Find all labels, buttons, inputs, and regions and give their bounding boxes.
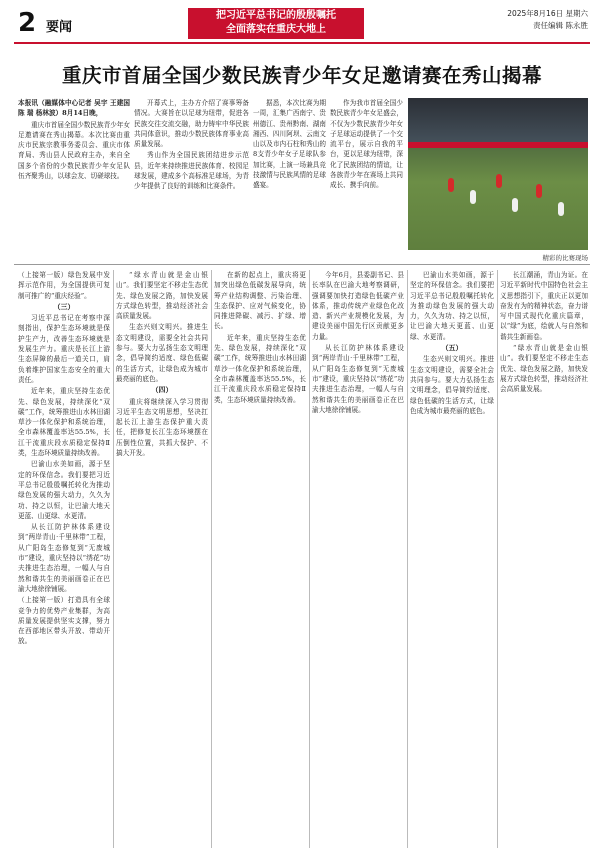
body-column-2	[116, 270, 208, 848]
body-paragraph: 从长江防护林体系建设到“两岸青山·千里林带”工程，从广阳岛生态修复到“无废城市”建设，重庆坚持以“绣花”功夫推进生态治理，一幅人与自然和谐共生的美丽画卷正在巴渝大地徐徐铺展。	[18, 523, 110, 593]
byline: 本报讯（融媒体中心记者 吴宇 王建国 陈 瑞 杨林波）8月14日晚，	[18, 99, 130, 118]
subhead: （三）	[53, 301, 75, 311]
body-paragraph: （上接第一版）绿色发展中发挥示范作用，为全国提供可复制可推广的“重庆经验”。	[18, 271, 110, 300]
body-column-4	[312, 270, 404, 848]
subhead: （五）	[441, 343, 463, 353]
page-header	[0, 0, 602, 44]
lead-column-1	[18, 98, 130, 258]
column-rule	[309, 270, 310, 848]
page-number: 2	[18, 8, 37, 38]
body-column-3	[214, 270, 306, 848]
player-figure	[470, 190, 476, 204]
header-rule	[14, 42, 590, 44]
photo-caption: 精彩的比赛现场	[542, 254, 588, 262]
slogan-line-2: 全面落实在重庆大地上	[226, 24, 326, 35]
body-paragraph: 巴渝山水美如画，源于坚定的环保信念。我们要把习近平总书记殷殷嘱托转化为推动绿色发展的强大动力，久久为功、持之以恒，让巴渝大地天更蓝、山更绿、水更清。	[410, 271, 494, 341]
body-paragraph: “绿水青山就是金山银山”。我们要坚定不移走生态优先、绿色发展之路，加快发展方式绿色转型，推动经济社会高质量发展。	[116, 271, 208, 321]
section-divider	[14, 264, 590, 265]
issue-date: 2025年8月16日 星期六	[507, 9, 588, 18]
body-paragraph: 重庆将继续深入学习贯彻习近平生态文明思想，坚决扛起长江上游生态保护重大责任，把修复长江生态环境摆在压倒性位置，共抓大保护、不搞大开发。	[116, 397, 208, 458]
body-paragraph: “绿水青山就是金山银山”。我们要坚定不移走生态优先、绿色发展之路，加快发展方式绿色转型，推动经济社会高质量发展。	[500, 344, 588, 394]
player-figure	[512, 198, 518, 212]
body-paragraph: 今年6月，县委副书记、县长率队在巴渝大地考察调研，强调要加快打造绿色低碳产业体系，推动传统产业绿色化改造、新兴产业规模化发展，为建设美丽中国先行区贡献更多力量。	[312, 271, 404, 341]
lead-paragraph: 作为我市首届全国少数民族青少年女足盛会，不仅为少数民族青少年女子足球运动提供了一个交流平台，展示自我的平台，更以足球为纽带，深化了民族团结的情谊，让各族青少年在赛场上共同成长、携手向前。	[330, 99, 403, 190]
stadium-banner	[408, 142, 588, 148]
player-figure	[496, 174, 502, 188]
subhead: （四）	[151, 385, 173, 395]
column-rule	[407, 270, 408, 848]
column-rule	[497, 270, 498, 848]
match-photo	[408, 98, 588, 250]
body-paragraph: 近年来，重庆坚持生态优先、绿色发展，持续深化“双碳”工作，统筹推进山水林田湖草沙一体化保护和系统治理，全市森林覆盖率达55.5%，长江干流重庆段水质稳定保持Ⅱ类，生态环境质量持续改善。	[214, 333, 306, 404]
column-rule	[211, 270, 212, 848]
article-headline: 重庆市首届全国少数民族青少年女足邀请赛在秀山揭幕	[61, 64, 542, 87]
body-column-5	[410, 270, 494, 848]
body-paragraph: 在新的起点上，重庆将更加突出绿色低碳发展导向，统筹产业结构调整、污染治理、生态保护、应对气候变化，协同推进降碳、减污、扩绿、增长。	[214, 271, 306, 331]
body-column-1	[18, 270, 110, 848]
editor-credit: 责任编辑 陈永胜	[533, 21, 588, 30]
slogan-banner	[188, 8, 364, 39]
column-rule	[113, 270, 114, 848]
player-figure	[536, 184, 542, 198]
lead-column-3	[253, 98, 326, 258]
lead-paragraph: 开幕式上，主办方介绍了赛事筹备情况。大赛旨在以足球为纽带，促进各民族交往交流交融，助力铸牢中华民族共同体意识，推动少数民族体育事业高质量发展。	[134, 99, 249, 149]
lead-column-2	[134, 98, 249, 258]
lead-paragraph: 重庆市首届全国少数民族青少年女足邀请赛在秀山揭幕。本次比赛由重庆市民族宗教事务委员会、重庆市体育局、秀山县人民政府主办，来自全国多个省份的少数民族青少年女足队伍齐聚秀山，以球会友、切磋球技。	[18, 120, 130, 181]
body-paragraph: 近年来，重庆坚持生态优先、绿色发展，持续深化“双碳”工作，统筹推进山水林田湖草沙一体化保护和系统治理，全市森林覆盖率达55.5%，长江干流重庆段水质稳定保持Ⅱ类，生态环境质量持续改善。	[18, 387, 110, 458]
body-paragraph: 长江潮涌，青山为证。在习近平新时代中国特色社会主义思想指引下，重庆正以更加奋发有为的精神状态，奋力谱写中国式现代化重庆篇章，以“绿”为底，绘就人与自然和谐共生新画卷。	[500, 271, 588, 341]
lead-paragraph: 秀山作为全国民族团结进步示范县，近年来持续推进民族体育、校园足球发展，建成多个高标准足球场，为青少年提供了良好的训练和比赛条件。	[134, 151, 249, 191]
dateline	[507, 8, 588, 32]
slogan-line-1: 把习近平总书记的殷殷嘱托	[216, 10, 336, 21]
body-paragraph: （上接第一版）打造具有全球竞争力的优势产业集群，为高质量发展提供坚实支撑，努力在西部地区带头开放、带动开放。	[18, 596, 110, 646]
player-figure	[448, 178, 454, 192]
section-title: 要闻	[46, 20, 73, 35]
body-paragraph: 生态兴则文明兴。推进生态文明建设，需要全社会共同参与。要大力弘扬生态文明理念，倡导简约适度、绿色低碳的生活方式，让绿色成为城市最亮丽的底色。	[410, 355, 494, 415]
body-paragraph: 巴渝山水美如画，源于坚定的环保信念。我们要把习近平总书记殷殷嘱托转化为推动绿色发展的强大动力，久久为功、持之以恒，让巴渝大地天更蓝、山更绿、水更清。	[18, 460, 110, 520]
player-figure	[558, 202, 564, 216]
body-column-6	[500, 270, 588, 848]
body-paragraph: 习近平总书记在考察中深刻指出，保护生态环境就是保护生产力，改善生态环境就是发展生产力。重庆是长江上游生态屏障的最后一道关口，肩负着维护国家生态安全的重大责任。	[18, 314, 110, 384]
stadium-stand	[408, 98, 588, 142]
lead-paragraph: 据悉，本次比赛为期一周，汇集广西南宁、贵州德江、贵州黔南、湖南湘西、四川阿坝、云南文山以及市内石柱和秀山的8支青少年女子足球队参加比赛，上演一场兼具竞技激情与民族风情的足球盛宴。	[253, 99, 326, 190]
body-paragraph: 生态兴则文明兴。推进生态文明建设，需要全社会共同参与。要大力弘扬生态文明理念，倡导简约适度、绿色低碳的生活方式，让绿色成为城市最亮丽的底色。	[116, 323, 208, 383]
body-paragraph: 从长江防护林体系建设到“两岸青山·千里林带”工程，从广阳岛生态修复到“无废城市”建设，重庆坚持以“绣花”功夫推进生态治理，一幅人与自然和谐共生的美丽画卷正在巴渝大地徐徐铺展。	[312, 344, 404, 414]
lead-column-4	[330, 98, 403, 258]
